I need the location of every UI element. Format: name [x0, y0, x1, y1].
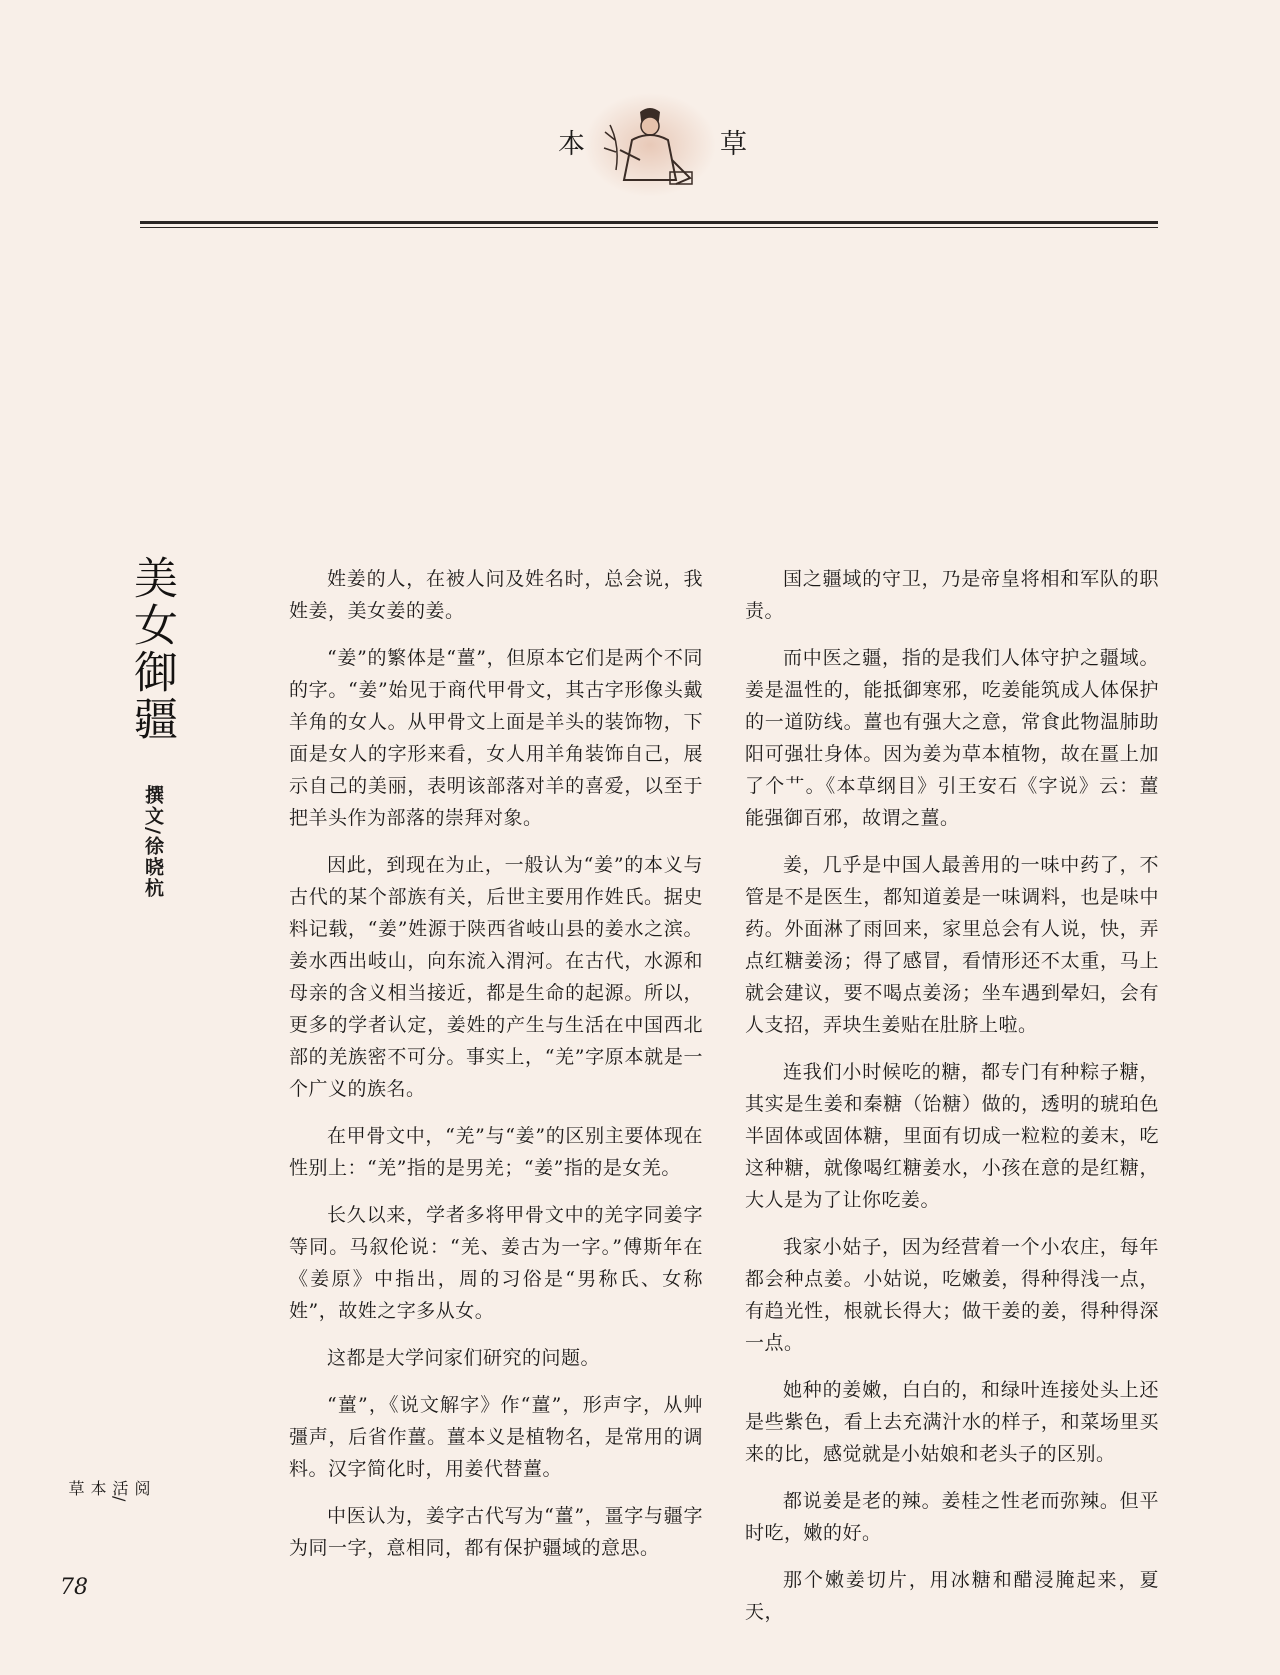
paragraph: 那个嫩姜切片，用冰糖和醋浸腌起来，夏天， — [745, 1569, 1159, 1623]
paragraph: 我家小姑子，因为经营着一个小农庄，每年都会种点姜。小姑说，吃嫩姜，得种得浅一点，有趋光性，根就长得大；做干姜的姜，得种得深一点。 — [745, 1236, 1159, 1354]
article-byline: 撰文/徐晓杭 — [142, 785, 164, 899]
paragraph: 国之疆域的守卫，乃是帝皇将相和军队的职责。 — [745, 568, 1159, 622]
paragraph: 姜，几乎是中国人最善用的一味中药了，不管是不是医生，都知道姜是一味调料，也是味中药。外面淋了雨回来，家里总会有人说，快，弄点红糖姜汤；得了感冒，看情形还不太重，马上就会建议，要不喝点姜汤；坐车遇到晕妇，会有人支招，弄块生姜贴在肚脐上啦。 — [745, 854, 1159, 1036]
header-rule-thin — [140, 227, 1158, 228]
article-column-left — [289, 563, 703, 1579]
paragraph: 因此，到现在为止，一般认为“姜”的本义与古代的某个部族有关，后世主要用作姓氏。据史料记载，“姜”姓源于陕西省岐山县的姜水之滨。姜水西出岐山，向东流入渭河。在古代，水源和母亲的含义相当接近，都是生命的起源。所以，更多的学者认定，姜姓的产生与生活在中国西北部的羌族密不可分。事实上，“羌”字原本就是一个广义的族名。 — [289, 854, 703, 1100]
paragraph: “薑”，《说文解字》作“薑”，形声字，从艸彊声，后省作薑。薑本义是植物名，是常用的调料。汉字简化时，用姜代替薑。 — [289, 1394, 703, 1480]
paragraph: 长久以来，学者多将甲骨文中的羌字同姜字等同。马叙伦说：“羌、姜古为一字。”傅斯年在《姜原》中指出，周的习俗是“男称氏、女称姓”，故姓之字多从女。 — [289, 1204, 703, 1322]
column-header — [140, 80, 1158, 230]
article-column-right — [745, 563, 1159, 1643]
paragraph: 都说姜是老的辣。姜桂之性老而弥辣。但平时吃，嫩的好。 — [745, 1490, 1159, 1544]
paragraph: 中医认为，姜字古代写为“薑”，畺字与疆字为同一字，意相同，都有保护疆域的意思。 — [289, 1505, 703, 1559]
section-label: 阅活/本草 — [66, 1480, 151, 1502]
article-title: 美女御疆 — [126, 555, 177, 743]
paragraph: 而中医之疆，指的是我们人体守护之疆域。姜是温性的，能抵御寒邪，吃姜能筑成人体保护的一道防线。薑也有强大之意，常食此物温肺助阳可强壮身体。因为姜为草本植物，故在畺上加了个艹。《本草纲目》引王安石《字说》云：薑能强御百邪，故谓之薑。 — [745, 647, 1159, 829]
header-char-right: 草 — [720, 129, 747, 160]
herbalist-illustration-icon — [580, 90, 720, 200]
paragraph: 这都是大学问家们研究的问题。 — [327, 1347, 601, 1369]
paragraph: “姜”的繁体是“薑”，但原本它们是两个不同的字。“姜”始见于商代甲骨文，其古字形像头戴羊角的女人。从甲骨文上面是羊头的装饰物，下面是女人的字形来看，女人用羊角装饰自己，展示自己的美丽，表明该部落对羊的喜爱，以至于把羊头作为部落的崇拜对象。 — [289, 647, 703, 829]
paragraph: 在甲骨文中，“羌”与“姜”的区别主要体现在性别上：“羌”指的是男羌；“姜”指的是女羌。 — [289, 1125, 703, 1179]
page-number: 78 — [60, 1575, 88, 1600]
header-char-left: 本 — [558, 129, 585, 160]
paragraph: 她种的姜嫩，白白的，和绿叶连接处头上还是些紫色，看上去充满汁水的样子，和菜场里买来的比，感觉就是小姑娘和老头子的区别。 — [745, 1379, 1159, 1465]
paragraph: 姓姜的人，在被人问及姓名时，总会说，我姓姜，美女姜的姜。 — [289, 568, 703, 622]
header-rule-thick — [140, 221, 1158, 224]
paragraph: 连我们小时候吃的糖，都专门有种粽子糖，其实是生姜和秦糖（饴糖）做的，透明的琥珀色半固体或固体糖，里面有切成一粒粒的姜末，吃这种糖，就像喝红糖姜水，小孩在意的是红糖，大人是为了让你吃姜。 — [745, 1061, 1159, 1211]
